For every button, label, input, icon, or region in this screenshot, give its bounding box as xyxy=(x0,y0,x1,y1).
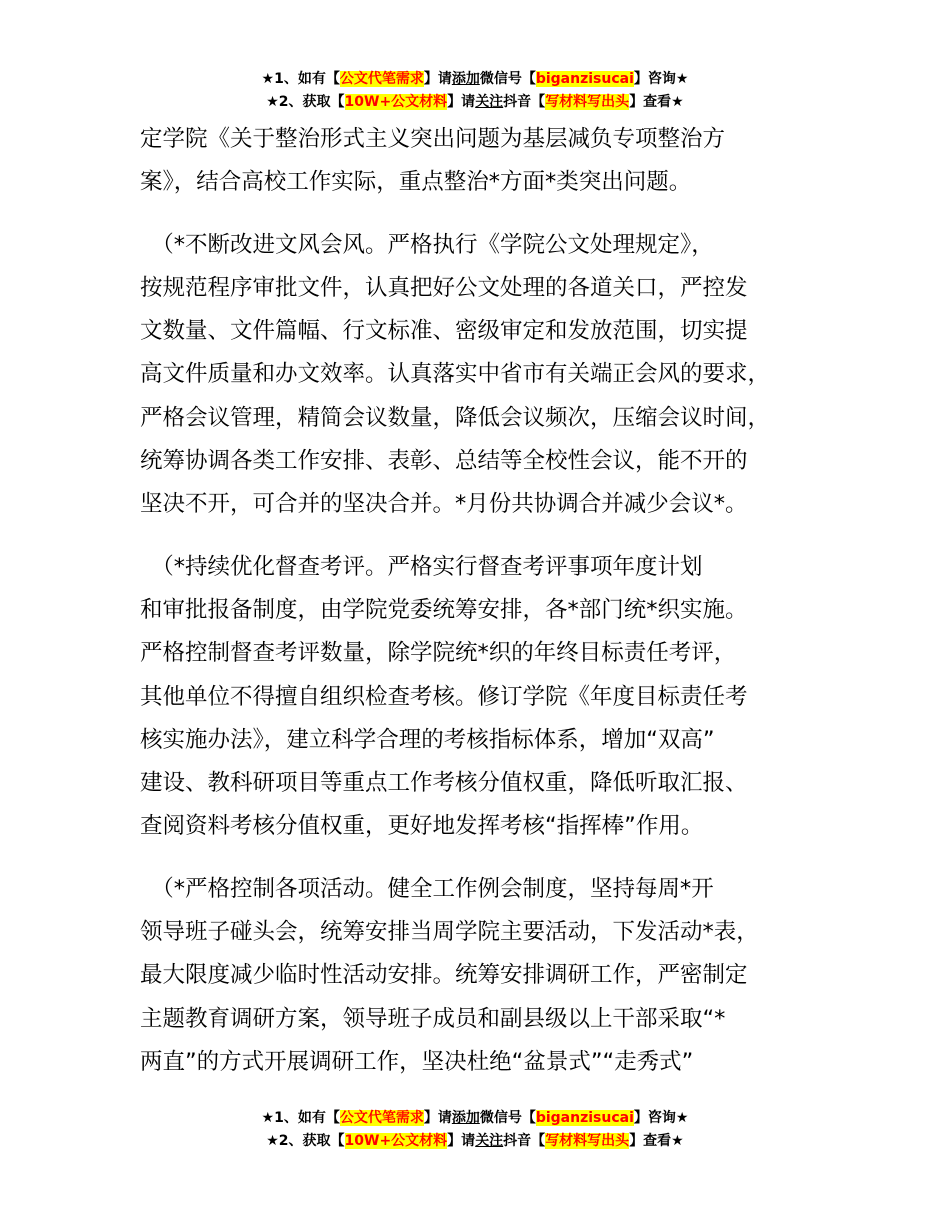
footer-text: 微信号【 xyxy=(479,1110,536,1126)
header-banner xyxy=(0,68,950,114)
footer-text: 抖音【 xyxy=(503,1133,546,1149)
footer-text: 】请 xyxy=(447,1133,476,1149)
highlight-wechat-id: biganzisucai xyxy=(535,1110,634,1126)
footer-text: 】查看★ xyxy=(629,1133,684,1149)
highlight-wechat-id: biganzisucai xyxy=(535,71,634,87)
header-text: 】请 xyxy=(447,94,476,110)
paragraph-2 xyxy=(140,224,830,527)
text-line: 严格控制督查考评数量，除学院统*织的年终目标责任考评， xyxy=(140,640,737,667)
header-text: 】查看★ xyxy=(629,94,684,110)
footer-line-2 xyxy=(0,1130,950,1153)
paragraph-1 xyxy=(140,118,830,205)
footer-text: 】请 xyxy=(423,1110,452,1126)
text-line: （*严格控制各项活动。健全工作例会制度，坚持每周*开 xyxy=(140,875,714,902)
text-line: 统筹协调各类工作安排、表彰、总结等全校性会议，能不开的 xyxy=(140,448,748,475)
highlight-materials: 10W+公文材料 xyxy=(344,94,448,110)
footer-banner xyxy=(0,1107,950,1153)
footer-line-1 xyxy=(0,1107,950,1130)
text-line: 最大限度减少临时性活动安排。统筹安排调研工作，严密制定 xyxy=(140,962,748,989)
footer-text: 】咨询★ xyxy=(633,1110,689,1126)
text-line: （*持续优化督查考评。严格实行督查考评事项年度计划 xyxy=(140,553,703,580)
text-line: 领导班子碰头会，统筹安排当周学院主要活动，下发活动*表， xyxy=(140,919,759,946)
header-text: 抖音【 xyxy=(503,94,546,110)
text-line: 案》，结合高校工作实际，重点整治*方面*类突出问题。 xyxy=(140,169,692,196)
text-line: 文数量、文件篇幅、行文标准、密级审定和发放范围，切实提 xyxy=(140,318,748,345)
text-line: 按规范程序审批文件，认真把好公文处理的各道关口，严控发 xyxy=(140,274,748,301)
highlight-service: 公文代笔需求 xyxy=(339,1110,424,1126)
header-text: 微信号【 xyxy=(479,71,536,87)
text-line: 严格会议管理，精简会议数量，降低会议频次，压缩会议时间， xyxy=(140,404,771,431)
document-body xyxy=(140,118,830,1084)
text-line: 坚决不开，可合并的坚决合并。*月份共协调合并减少会议*。 xyxy=(140,491,748,518)
highlight-service: 公文代笔需求 xyxy=(339,71,424,87)
highlight-douyin: 写材料写出头 xyxy=(545,94,630,110)
text-line: 和审批报备制度，由学院党委统筹安排，各*部门统*织实施。 xyxy=(140,596,748,623)
header-line-1 xyxy=(0,68,950,91)
text-line: 核实施办法》，建立科学合理的考核指标体系，增加“双高” xyxy=(140,726,715,753)
underlined-text: 关注 xyxy=(475,1133,504,1149)
header-text: ★1、如有【 xyxy=(261,71,340,87)
text-line: 定学院《关于整治形式主义突出问题为基层减负专项整治方 xyxy=(140,126,726,152)
footer-text: ★1、如有【 xyxy=(261,1110,340,1126)
text-line: 主题教育调研方案，领导班子成员和副县级以上干部采取“* xyxy=(140,1005,726,1032)
highlight-materials: 10W+公文材料 xyxy=(344,1133,448,1149)
underlined-text: 添加 xyxy=(451,1110,480,1126)
text-line: 查阅资料考核分值权重，更好地发挥考核“指挥棒”作用。 xyxy=(140,813,704,840)
header-text: ★2、获取【 xyxy=(266,94,345,110)
underlined-text: 添加 xyxy=(451,71,480,87)
header-line-2 xyxy=(0,91,950,114)
paragraph-3 xyxy=(140,546,830,849)
footer-text: ★2、获取【 xyxy=(266,1133,345,1149)
text-line: 建设、教科研项目等重点工作考核分值权重，降低听取汇报、 xyxy=(140,770,748,797)
text-line: 高文件质量和办文效率。认真落实中省市有关端正会风的要求， xyxy=(140,361,771,388)
underlined-text: 关注 xyxy=(475,94,504,110)
text-line: 其他单位不得擅自组织检查考核。修订学院《年度目标责任考 xyxy=(140,683,748,710)
header-text: 】请 xyxy=(423,71,452,87)
header-text: 】咨询★ xyxy=(633,71,689,87)
text-line: （*不断改进文风会风。严格执行《学院公文处理规定》， xyxy=(140,231,714,258)
text-line: 两直”的方式开展调研工作，坚决杜绝“盆景式”“走秀式” xyxy=(140,1048,694,1075)
paragraph-4 xyxy=(140,868,830,1084)
highlight-douyin: 写材料写出头 xyxy=(545,1133,630,1149)
